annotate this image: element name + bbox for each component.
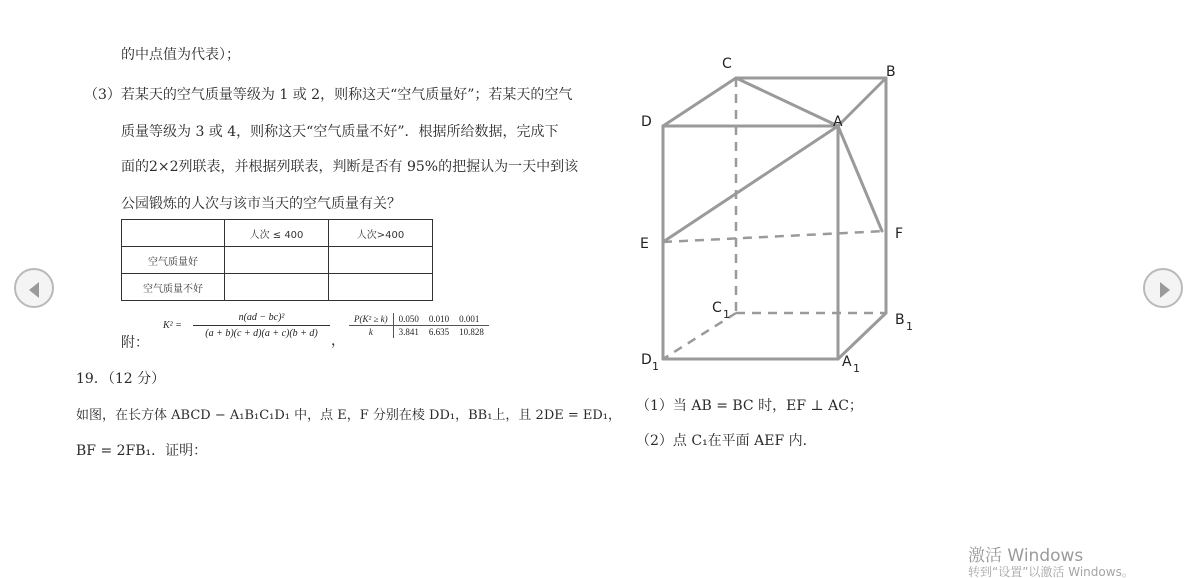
problem19-heading: 19．（12 分） (76, 371, 166, 387)
table-row-label: P(K² ≥ k) (349, 313, 393, 326)
table-cell (225, 274, 329, 301)
table-row (349, 313, 489, 326)
activation-watermark-subtitle: 转到“设置”以激活 Windows。 (968, 565, 1134, 578)
label-F: F (895, 226, 904, 242)
hidden-edge-EF (663, 231, 886, 242)
table-row (122, 247, 433, 274)
table-header-cell: 人次>400 (329, 220, 433, 247)
label-C1: C (712, 300, 722, 316)
table-row-label: k (349, 326, 393, 339)
contingency-table (121, 219, 433, 301)
label-A: A (833, 114, 843, 130)
table-cell (329, 247, 433, 274)
edge-DC (663, 78, 736, 126)
formula-lhs: K² = (163, 320, 182, 331)
table-cell: 0.050 (398, 314, 419, 324)
formula-denominator: (a + b)(c + d)(a + c)(b + d) (205, 328, 318, 339)
label-C1-subscript: 1 (723, 308, 730, 321)
problem18-part3-line2: 质量等级为 3 或 4，则称这天“空气质量不好”．根据所给数据，完成下 (121, 124, 559, 140)
table-cell: 0.010 (428, 314, 450, 324)
table-cell: 10.828 (459, 327, 484, 337)
chevron-left-icon (16, 270, 56, 310)
table-header-row (122, 220, 433, 247)
table-cell: 0.001 (459, 314, 480, 324)
edge-CA (736, 78, 838, 126)
probability-table (349, 313, 489, 338)
problem18-line0: 的中点值为代表）； (121, 47, 240, 63)
appendix-label: 附： (121, 335, 149, 351)
problem19-line1: 如图，在长方体 ABCD − A₁B₁C₁D₁ 中，点 E，F 分别在棱 DD₁，BB₁上，且 2DE = ED₁， (76, 408, 622, 423)
table-row-label: 空气质量好 (122, 247, 225, 274)
label-B1-subscript: 1 (906, 320, 913, 333)
cuboid-figure (630, 42, 930, 382)
edge-EA (663, 126, 838, 242)
formula-numerator: n(ad − bc)² (193, 312, 330, 326)
problem18-part3-line1: （3）若某天的空气质量等级为 1 或 2，则称这天“空气质量好”；若某天的空气 (84, 87, 573, 103)
label-D: D (641, 114, 652, 130)
label-A1: A (842, 354, 852, 370)
next-page-button[interactable] (1143, 268, 1183, 308)
label-C: C (722, 56, 732, 72)
previous-page-button[interactable] (14, 268, 54, 308)
problem19-line2: BF = 2FB₁．证明： (76, 443, 208, 459)
formula-fraction (193, 312, 330, 339)
label-D1-subscript: 1 (652, 360, 659, 373)
edge-BA (838, 78, 886, 126)
table-cell: 6.635 (428, 327, 450, 337)
table-header-cell (122, 220, 225, 247)
label-B1: B (895, 312, 905, 328)
problem19-part1: （1）当 AB = BC 时，EF ⊥ AC； (636, 398, 863, 414)
activation-watermark-title: 激活 Windows (968, 546, 1084, 566)
table-cell (225, 247, 329, 274)
formula-comma: ， (331, 333, 345, 349)
edge-AF (838, 126, 882, 231)
chevron-right-icon (1145, 270, 1185, 310)
problem18-part3-line3: 面的2×2列联表，并根据列联表，判断是否有 95%的把握认为一天中到该 (121, 159, 579, 175)
table-cell (329, 274, 433, 301)
label-B: B (886, 64, 896, 80)
problem18-part3-line4: 公园锻炼的人次与该市当天的空气质量有关？ (121, 196, 401, 212)
edge-A1B1 (838, 313, 886, 359)
label-D1: D (641, 352, 652, 368)
table-header-cell: 人次 ≤ 400 (225, 220, 329, 247)
label-E: E (640, 236, 649, 252)
table-row (122, 274, 433, 301)
table-cell: 3.841 (398, 327, 419, 337)
problem19-part2: （2）点 C₁在平面 AEF 内． (636, 433, 817, 449)
table-row-label: 空气质量不好 (122, 274, 225, 301)
table-row (349, 326, 489, 339)
label-A1-subscript: 1 (853, 362, 860, 375)
